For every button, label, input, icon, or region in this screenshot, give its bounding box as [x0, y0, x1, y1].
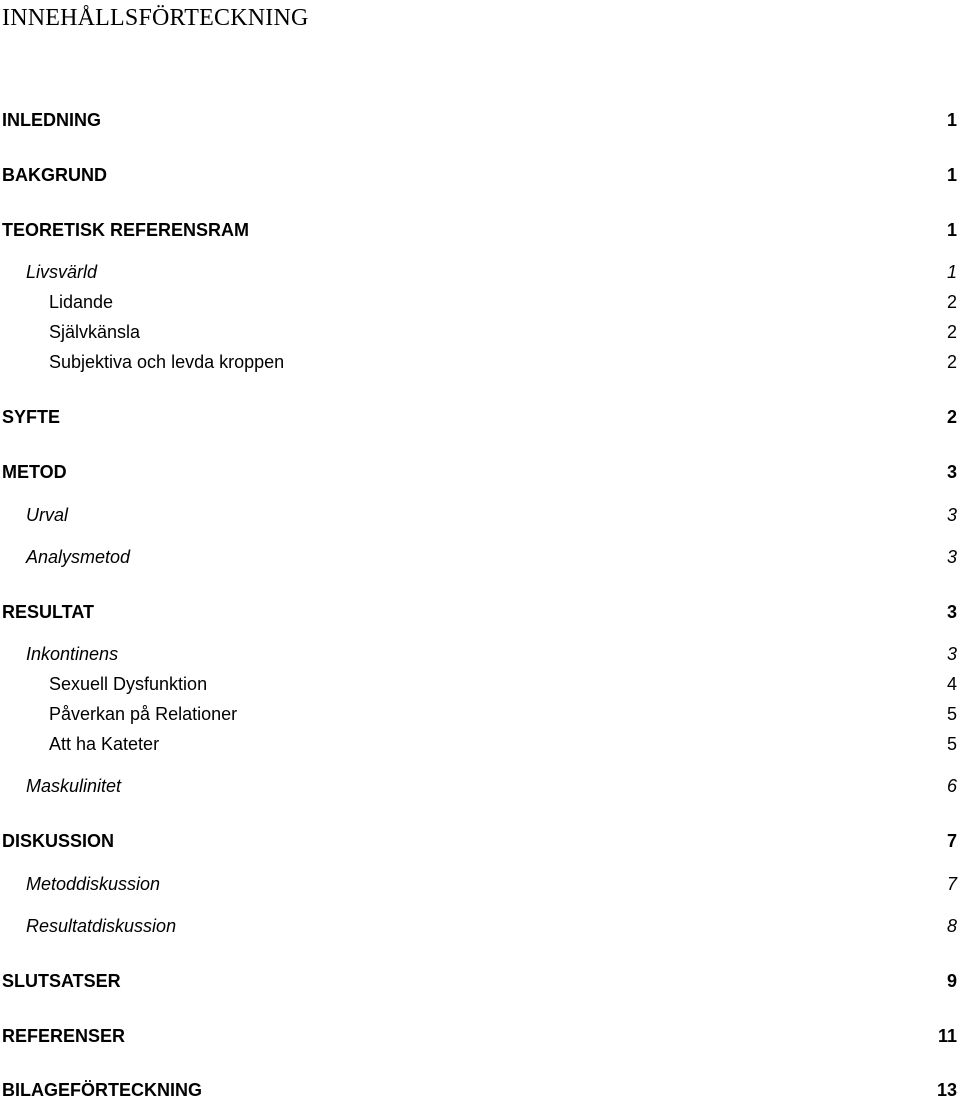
toc-entry-page: 3 — [946, 644, 957, 664]
toc-entry-analysmetod[interactable] — [0, 545, 960, 569]
toc-entry-page: 2 — [946, 352, 957, 372]
toc-entry-page: 9 — [946, 971, 957, 991]
toc-entry-label: BILAGEFÖRTECKNING — [2, 1080, 202, 1100]
toc-entry-resultatdiskussion[interactable] — [0, 914, 960, 938]
page-title: INNEHÅLLSFÖRTECKNING — [2, 5, 309, 31]
toc-entry-att-ha-kateter[interactable] — [0, 732, 960, 756]
toc-entry-label: Maskulinitet — [26, 776, 122, 796]
toc-entry-label: Analysmetod — [26, 547, 131, 567]
toc-entry-label: DISKUSSION — [2, 831, 115, 851]
toc-entry-label: Sexuell Dysfunktion — [49, 674, 208, 694]
toc-entry-page: 2 — [946, 322, 957, 342]
toc-entry-sexuell-dysfunktion[interactable] — [0, 672, 960, 696]
toc-entry-inkontinens[interactable] — [0, 642, 960, 666]
toc-entry-page: 1 — [946, 110, 957, 130]
toc-entry-label: METOD — [2, 462, 67, 482]
toc-entry-page: 1 — [946, 165, 957, 185]
toc-entry-page: 1 — [946, 220, 957, 240]
toc-entry-page: 3 — [946, 462, 957, 482]
toc-entry-page: 5 — [946, 704, 957, 724]
toc-entry-label: Inkontinens — [26, 644, 119, 664]
toc-entry-label: Subjektiva och levda kroppen — [49, 352, 285, 372]
toc-entry-page: 6 — [946, 776, 957, 796]
toc-entry-livsvarld[interactable] — [0, 260, 960, 284]
toc-entry-metod[interactable] — [0, 460, 960, 484]
toc-entry-label: Lidande — [49, 292, 114, 312]
toc-entry-label: SLUTSATSER — [2, 971, 121, 991]
toc-entry-referenser[interactable] — [0, 1024, 960, 1048]
toc-entry-slutsatser[interactable] — [0, 969, 960, 993]
toc-entry-label: Självkänsla — [49, 322, 141, 342]
toc-entry-label: Metoddiskussion — [26, 874, 161, 894]
toc-entry-page: 11 — [937, 1026, 957, 1046]
toc-entry-urval[interactable] — [0, 503, 960, 527]
toc-entry-teoretisk-referensram[interactable] — [0, 218, 960, 242]
toc-entry-label: SYFTE — [2, 407, 61, 427]
toc-entry-resultat[interactable] — [0, 600, 960, 624]
toc-entry-paverkan-pa-relationer[interactable] — [0, 702, 960, 726]
toc-entry-page: 7 — [946, 874, 957, 894]
toc-entry-label: RESULTAT — [2, 602, 94, 622]
toc-entry-bilageforteckning[interactable] — [0, 1078, 960, 1102]
toc-entry-label: BAKGRUND — [2, 165, 107, 185]
toc-entry-page: 3 — [946, 602, 957, 622]
toc-entry-label: Påverkan på Relationer — [49, 704, 238, 724]
toc-entry-page: 1 — [946, 262, 957, 282]
toc-entry-page: 3 — [946, 547, 957, 567]
toc-entry-label: Urval — [26, 505, 69, 525]
toc-entry-inledning[interactable] — [0, 108, 960, 132]
toc-entry-label: Att ha Kateter — [49, 734, 160, 754]
toc-entry-syfte[interactable] — [0, 405, 960, 429]
toc-entry-bakgrund[interactable] — [0, 163, 960, 187]
toc-entry-label: REFERENSER — [2, 1026, 126, 1046]
toc-entry-maskulinitet[interactable] — [0, 774, 960, 798]
toc-entry-diskussion[interactable] — [0, 829, 960, 853]
toc-entry-metoddiskussion[interactable] — [0, 872, 960, 896]
toc-entry-page: 5 — [946, 734, 957, 754]
toc-entry-page: 2 — [946, 407, 957, 427]
toc-entry-label: TEORETISK REFERENSRAM — [2, 220, 250, 240]
toc-entry-page: 7 — [946, 831, 957, 851]
toc-entry-label: INLEDNING — [2, 110, 101, 130]
toc-entry-label: Livsvärld — [26, 262, 98, 282]
toc-entry-label: Resultatdiskussion — [26, 916, 177, 936]
toc-entry-page: 8 — [946, 916, 957, 936]
toc-entry-page: 2 — [946, 292, 957, 312]
toc-entry-subjektiva-och-levda-kroppen[interactable] — [0, 350, 960, 374]
toc-entry-page: 4 — [946, 674, 957, 694]
toc-entry-page: 13 — [936, 1080, 957, 1100]
toc-entry-sjalvkansla[interactable] — [0, 320, 960, 344]
toc-entry-lidande[interactable] — [0, 290, 960, 314]
toc-entry-page: 3 — [946, 505, 957, 525]
